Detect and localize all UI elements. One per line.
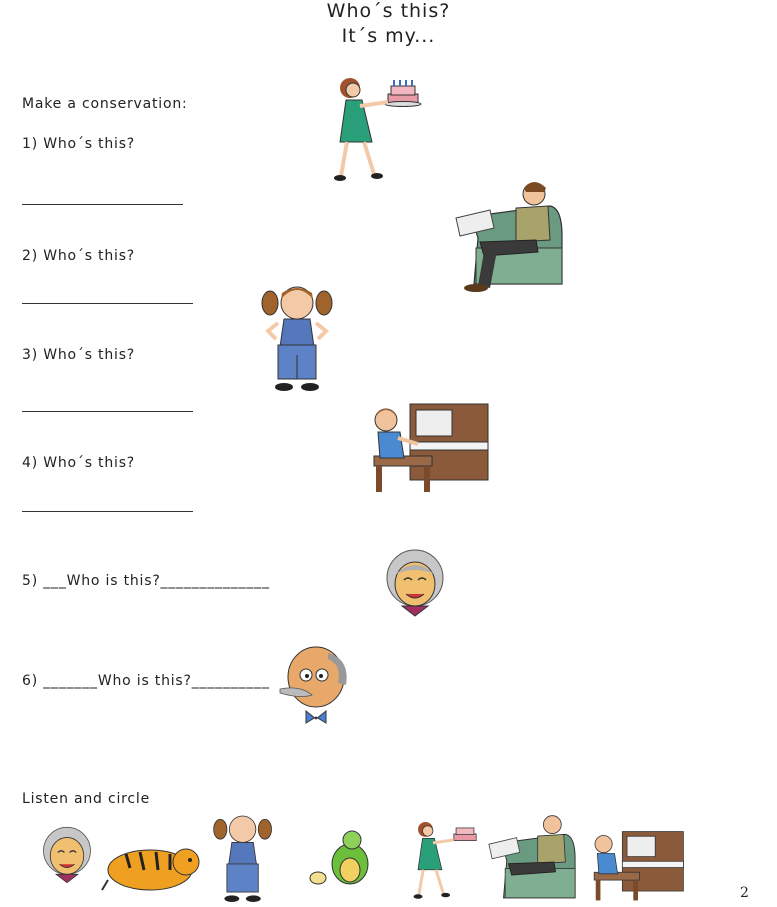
mother-with-cake-small-image (410, 816, 482, 904)
mother-with-cake-image (330, 70, 425, 188)
question-1: 1) Who´s this? (22, 136, 136, 152)
instruction-text: Make a conservation: (22, 96, 188, 112)
question-3: 3) Who´s this? (22, 347, 136, 363)
answer-line-1[interactable] (22, 204, 183, 205)
question-2: 2) Who´s this? (22, 248, 136, 264)
brother-at-piano-small-image (590, 830, 686, 902)
father-reading-image (450, 176, 568, 294)
page-number: 2 (740, 885, 749, 901)
answer-line-4[interactable] (22, 511, 193, 512)
worksheet-title: Who´s this? (326, 0, 451, 22)
worksheet-subtitle: It´s my... (341, 25, 436, 47)
question-4: 4) Who´s this? (22, 455, 136, 471)
question-6: 6) _______Who is this?__________ (22, 673, 270, 689)
listen-label: Listen and circle (22, 791, 151, 807)
answer-line-2[interactable] (22, 303, 193, 304)
father-reading-small-image (484, 810, 580, 906)
grandmother-image (378, 548, 452, 618)
answer-line-3[interactable] (22, 411, 193, 412)
grandmother-small-image (36, 824, 98, 886)
grandfather-image (276, 645, 352, 725)
question-5: 5) ___Who is this?______________ (22, 573, 270, 589)
sister-small-image (212, 812, 274, 906)
turtle-image (306, 830, 376, 890)
tiger-image (100, 840, 204, 898)
brother-at-piano-image (370, 402, 490, 494)
sister-image (260, 283, 335, 395)
